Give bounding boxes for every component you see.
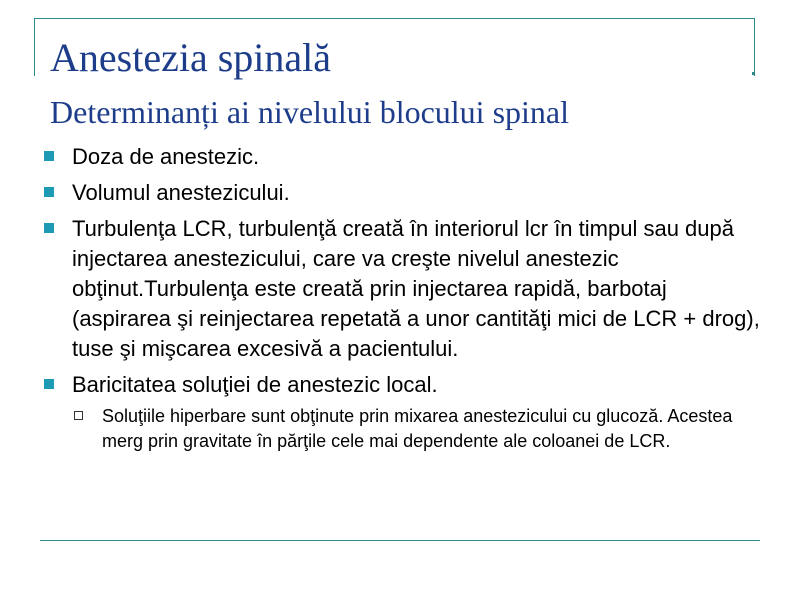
title-frame-right-line bbox=[754, 18, 755, 76]
title-frame-left-line bbox=[34, 18, 35, 76]
square-bullet-icon bbox=[44, 187, 54, 197]
slide-title: Anestezia spinală bbox=[50, 35, 331, 80]
title-frame-top-line bbox=[34, 18, 755, 19]
bullet-item bbox=[40, 178, 770, 208]
bottom-divider-line bbox=[40, 540, 760, 541]
square-bullet-icon bbox=[44, 379, 54, 389]
bullet-text: Turbulenţa LCR, turbulenţă creată în interiorul lcr în timpul sau după injectarea anestezicului, care va creşte nivelul anestezic obţinut.Turbulenţa este creată prin injectarea rapidă, barbotaj (aspirarea şi reinjectarea repetată a unor cantităţi mici de LCR + drog), tuse şi mişcarea excesivă a pacientului. bbox=[72, 216, 760, 361]
square-bullet-icon bbox=[44, 151, 54, 161]
bullet-item bbox=[40, 214, 770, 364]
bullet-item bbox=[40, 142, 770, 172]
title-frame-corner-dot bbox=[752, 72, 755, 75]
bullet-text: Volumul anestezicului. bbox=[72, 180, 290, 205]
bullet-item bbox=[40, 370, 770, 454]
hollow-square-bullet-icon bbox=[74, 411, 83, 420]
sub-bullet-text: Soluţiile hiperbare sunt obţinute prin mixarea anestezicului cu glucoză. Acestea merg prin gravitate în părţile cele mai dependente ale coloanei de LCR. bbox=[102, 406, 733, 451]
slide-subtitle: Determinanți ai nivelului blocului spinal bbox=[50, 94, 569, 130]
bullet-list bbox=[40, 142, 770, 460]
bullet-text: Doza de anestezic. bbox=[72, 144, 260, 169]
sub-bullet-list bbox=[72, 404, 770, 454]
sub-bullet-item bbox=[72, 404, 770, 454]
square-bullet-icon bbox=[44, 223, 54, 233]
bullet-text: Baricitatea soluţiei de anestezic local. bbox=[72, 372, 438, 397]
